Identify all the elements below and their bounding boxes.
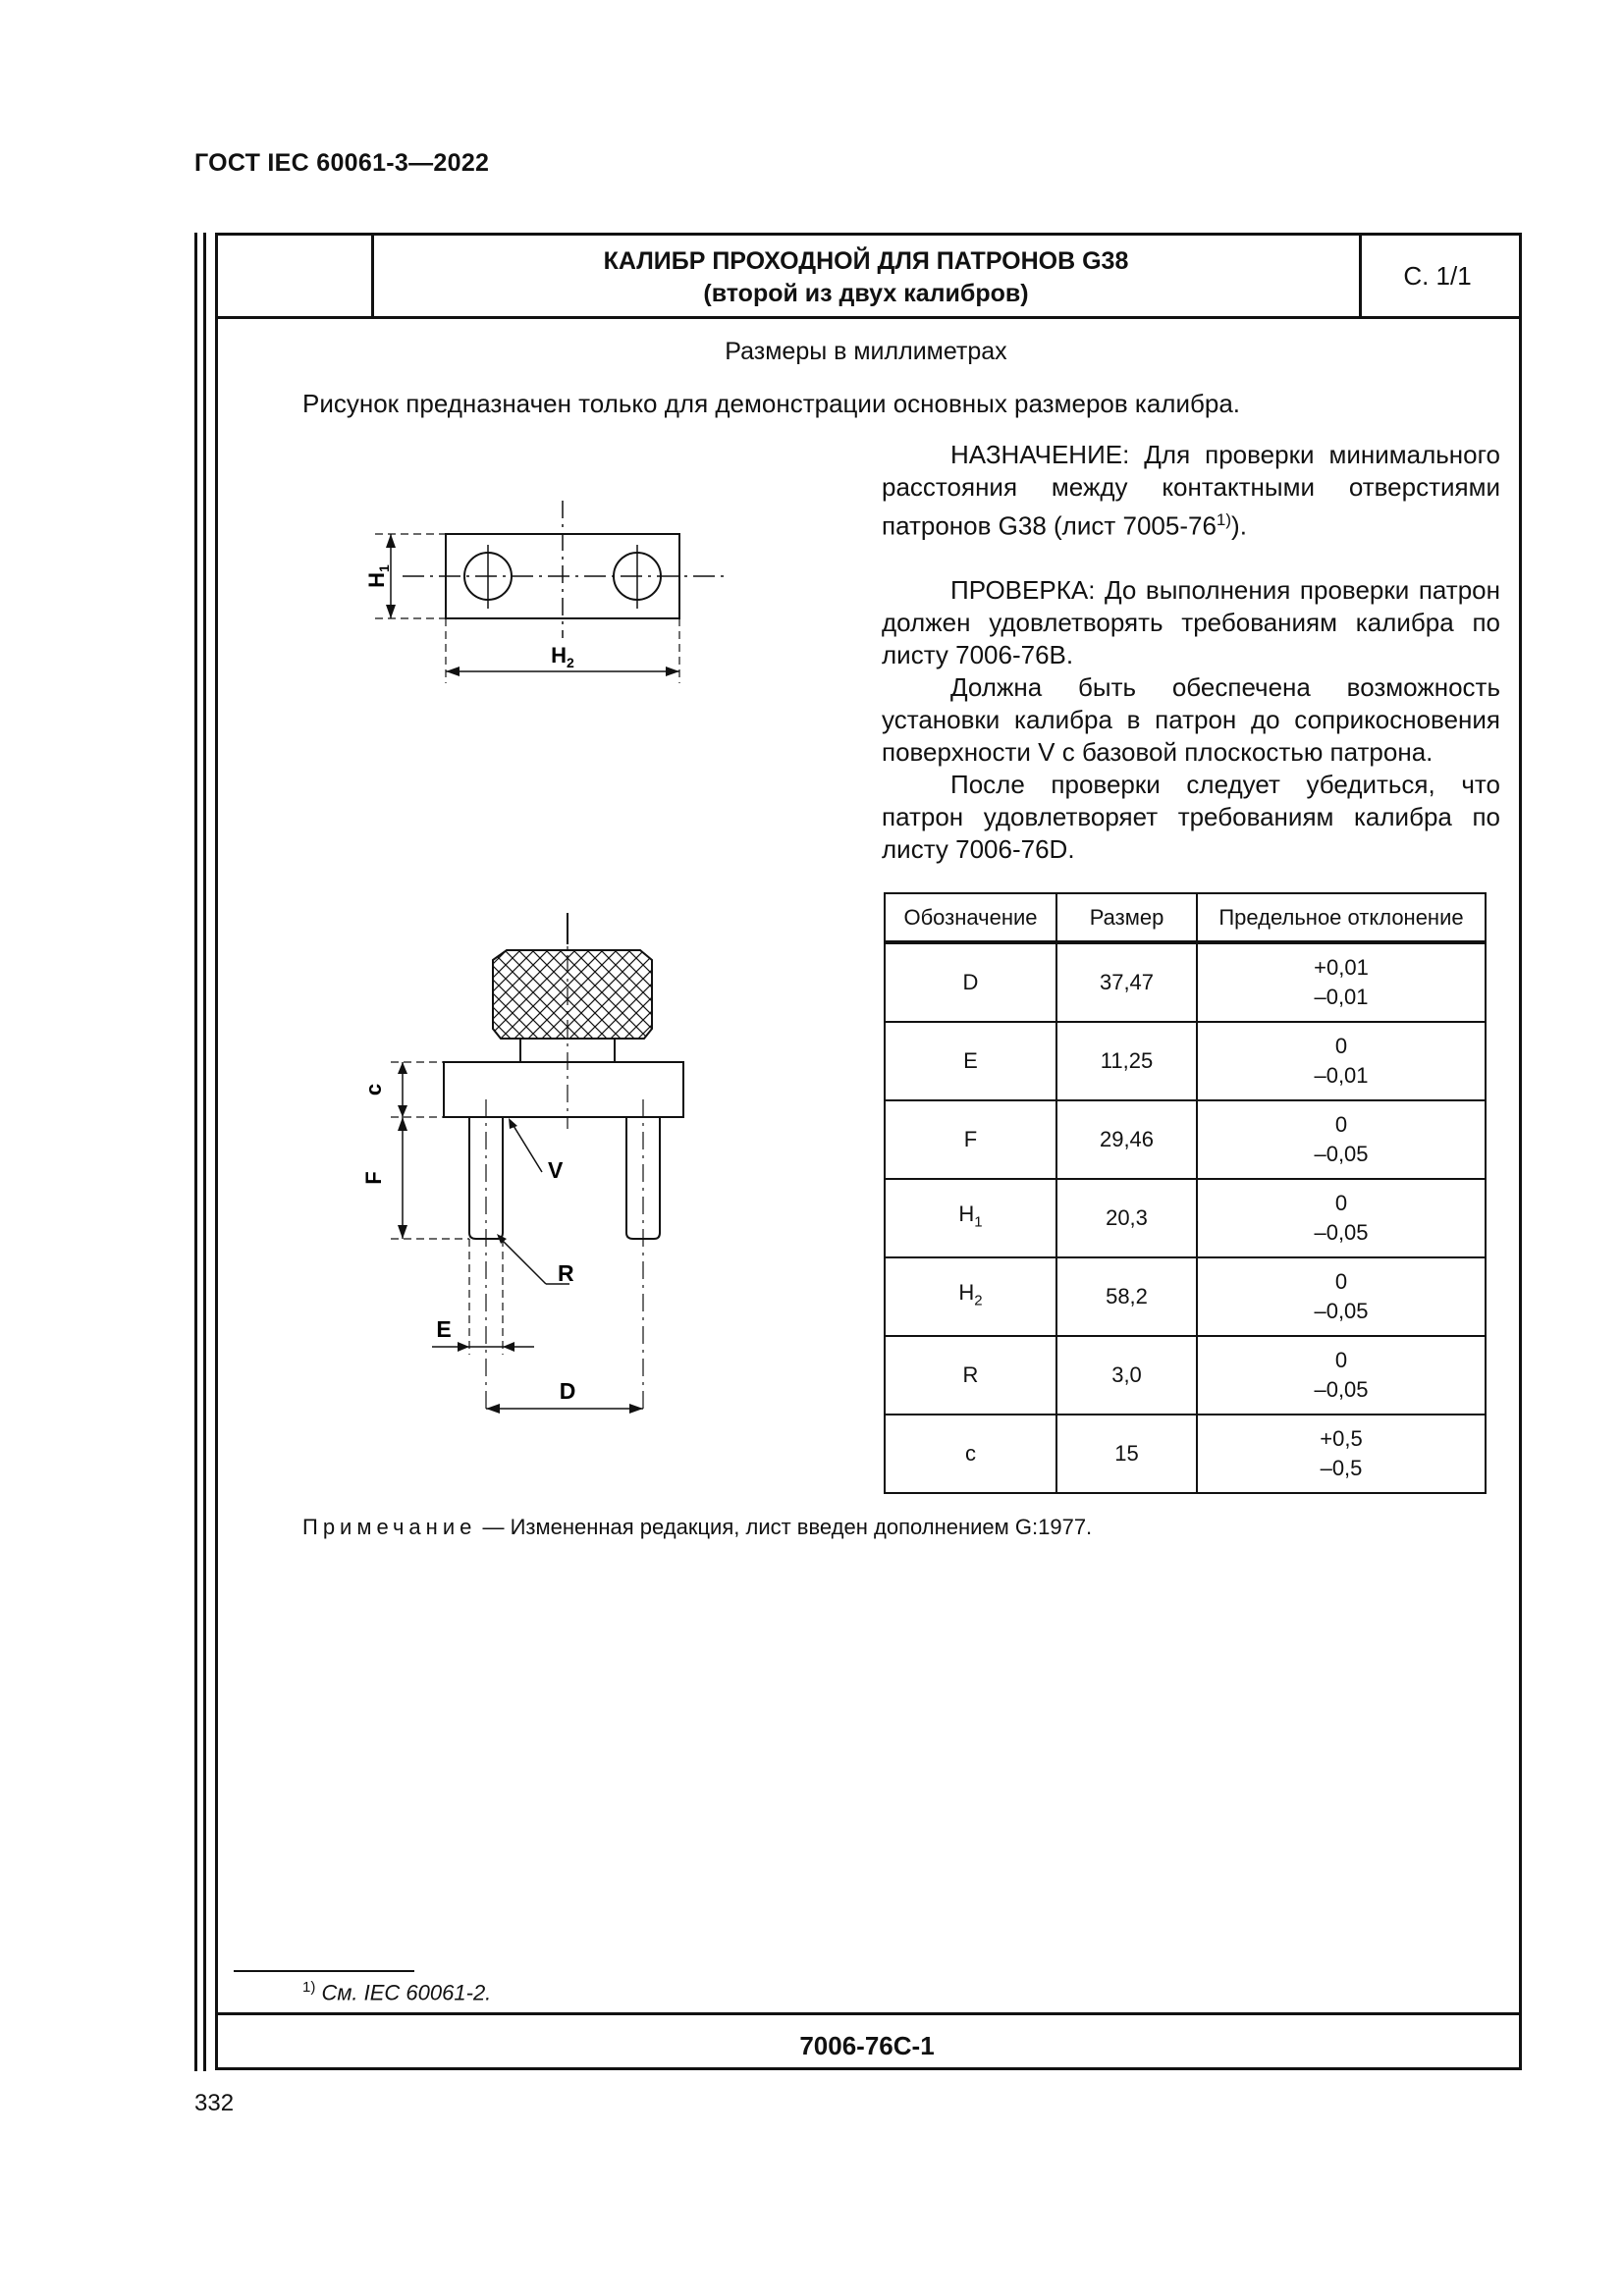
sheet-code: 7006-76C-1 xyxy=(799,2031,935,2060)
left-border-rule xyxy=(194,233,197,2071)
cell-size: 3,0 xyxy=(1056,1336,1197,1415)
sheet-title: КАЛИБР ПРОХОДНОЙ ДЛЯ ПАТРОНОВ G38 xyxy=(603,247,1129,275)
check-paragraph-3: После проверки следует убедиться, что патрон удовлетворяет требованиям калибра по листу 7006-76D. xyxy=(882,770,1500,864)
tolerance-upper: 0 xyxy=(1334,1348,1348,1372)
tolerance-lower: –0,01 xyxy=(1314,985,1369,1009)
purpose-paragraph: НАЗНАЧЕНИЕ: Для проверки минимального расстояния между контактными отверстиями патронов G38 (лист 7005-76$^{1)}$). xyxy=(882,440,1500,541)
remark-note: Примечание — Измененная редакция, лист введен дополнением G:1977. xyxy=(302,1515,1093,1539)
parameters-table xyxy=(884,892,1487,1494)
table-row xyxy=(885,1257,1486,1336)
table-row xyxy=(885,1179,1486,1257)
tolerance-lower: –0,5 xyxy=(1320,1456,1363,1480)
table-header-row xyxy=(885,893,1486,942)
tolerance-lower: –0,05 xyxy=(1314,1142,1369,1166)
cell-size: 20,3 xyxy=(1056,1179,1197,1257)
cell-designation: F xyxy=(885,1100,1056,1179)
cell-tolerance xyxy=(1197,1022,1486,1100)
table-row xyxy=(885,1100,1486,1179)
top-view-drawing xyxy=(334,491,746,687)
cell-tolerance xyxy=(1197,1179,1486,1257)
label-d: D xyxy=(559,1378,576,1404)
cell-tolerance xyxy=(1197,1415,1486,1493)
tolerance-lower: –0,01 xyxy=(1314,1063,1369,1088)
side-view-drawing xyxy=(334,903,746,1433)
sheet-subtitle: (второй из двух калибров) xyxy=(703,280,1029,307)
cell-tolerance xyxy=(1197,1336,1486,1415)
title-separator xyxy=(215,316,1522,319)
check-paragraph: ПРОВЕРКА: До выполнения проверки патрон должен удовлетворять требованиям калибра по листу 7006-76B. xyxy=(882,575,1500,669)
tolerance-upper: 0 xyxy=(1334,1112,1348,1137)
label-v: V xyxy=(548,1157,564,1183)
standard-header: ГОСТ IEC 60061-3—2022 xyxy=(194,149,490,177)
tolerance-upper: 0 xyxy=(1334,1191,1348,1215)
label-f: F xyxy=(361,1171,386,1185)
label-r: R xyxy=(558,1260,574,1286)
cell-size: 29,46 xyxy=(1056,1100,1197,1179)
label-h1: $H_1$ xyxy=(364,564,392,588)
cell-designation: $H_2$ xyxy=(885,1257,1056,1336)
header-designation: Обозначение xyxy=(885,893,1056,942)
tolerance-lower: –0,05 xyxy=(1314,1377,1369,1402)
page-number: 332 xyxy=(194,2090,235,2116)
figure-note: Рисунок предназначен только для демонстрации основных размеров калибра. xyxy=(302,389,1241,418)
cell-designation: R xyxy=(885,1336,1056,1415)
label-c: c xyxy=(361,1083,386,1096)
tolerance-upper: +0,5 xyxy=(1320,1426,1363,1451)
header-size: Размер xyxy=(1056,893,1197,942)
units-note: Размеры в миллиметрах xyxy=(725,338,1007,365)
cell-designation: c xyxy=(885,1415,1056,1493)
label-e: E xyxy=(436,1316,452,1342)
tolerance-upper: 0 xyxy=(1334,1034,1348,1058)
tolerance-upper: 0 xyxy=(1334,1269,1348,1294)
cell-size: 58,2 xyxy=(1056,1257,1197,1336)
footer-separator xyxy=(215,2012,1522,2015)
cell-tolerance xyxy=(1197,942,1486,1022)
cell-size: 11,25 xyxy=(1056,1022,1197,1100)
table-row xyxy=(885,942,1486,1022)
cell-designation: E xyxy=(885,1022,1056,1100)
table-row xyxy=(885,1336,1486,1415)
header-tolerance: Предельное отклонение xyxy=(1197,893,1486,942)
cell-size: 37,47 xyxy=(1056,942,1197,1022)
check-paragraph-2: Должна быть обеспечена возможность установки калибра в патрон до соприкосновения поверхности V с базовой плоскостью патрона. xyxy=(882,672,1500,767)
left-border-rule xyxy=(203,233,206,2071)
cell-tolerance xyxy=(1197,1100,1486,1179)
cell-tolerance xyxy=(1197,1257,1486,1336)
tolerance-lower: –0,05 xyxy=(1314,1220,1369,1245)
tolerance-lower: –0,05 xyxy=(1314,1299,1369,1323)
footnote: $^{1)}$ См. IEC 60061-2. xyxy=(302,1979,492,2005)
cell-designation: $H_1$ xyxy=(885,1179,1056,1257)
label-h2: $H_2$ xyxy=(551,643,574,670)
tolerance-upper: +0,01 xyxy=(1314,955,1369,980)
cell-designation: D xyxy=(885,942,1056,1022)
table-row xyxy=(885,1415,1486,1493)
sheet-page-ref: С. 1/1 xyxy=(1403,261,1472,291)
footnote-rule xyxy=(234,1970,414,1972)
table-row xyxy=(885,1022,1486,1100)
cell-size: 15 xyxy=(1056,1415,1197,1493)
